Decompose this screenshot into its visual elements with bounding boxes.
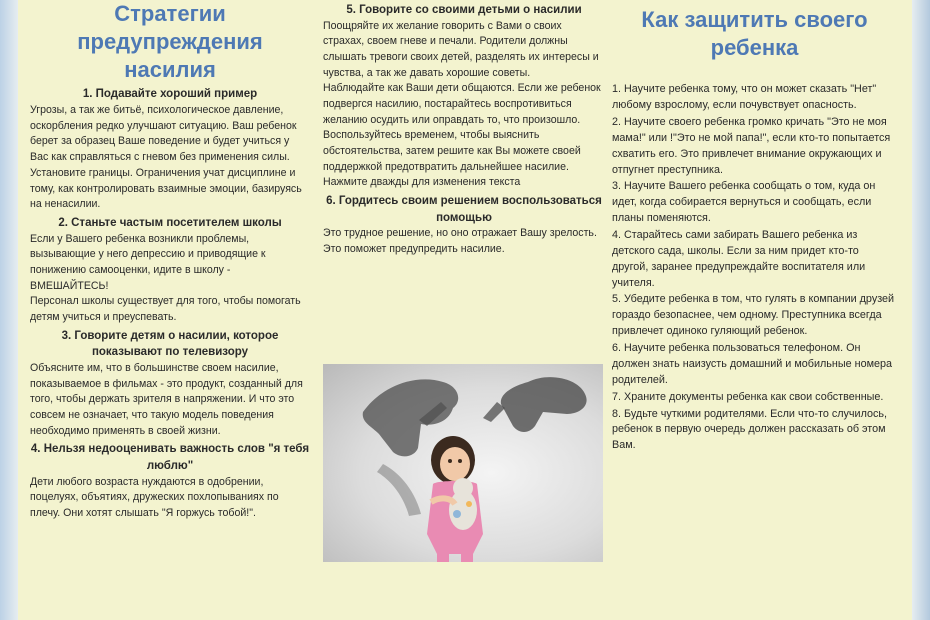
left-page-edge (0, 0, 18, 620)
protect-list-item: 1. Научите ребенка тому, что он может сказать "Нет" любому взрослому, если почувствует опасность. (612, 83, 877, 112)
section-paragraph: Нажмите дважды для изменения текста (323, 176, 521, 189)
child-face (440, 447, 470, 481)
protect-list-item: 3. Научите Вашего ребенка сообщать о том, куда он идет, когда собирается вернуться и сообщать, если планы поменяются. (612, 180, 876, 225)
protect-list-item: 7. Храните документы ребенка как свои собственные. (612, 390, 884, 403)
protect-title: Как защитить своего ребенка (641, 7, 868, 61)
protect-list-item: 4. Старайтесь сами забирать Вашего ребенка из детского сада, школы. Если за ним придет кто-то другой, заранее предупреждайте воспитателя или учителя. (612, 229, 866, 289)
section-paragraph: Если у Вашего ребенка возникли проблемы, вызывающие у него депрессию и приводящие к понижению самооценки, идите в школу - ВМЕШАЙТЕСЬ! (30, 232, 266, 292)
protect-list-item: 2. Научите своего ребенка громко кричать "Это не моя мама!" или !"Это не мой папа!", если кто-то попытается схватить его. Это привлечет внимание окружающих и отпугнет преступника. (612, 116, 891, 176)
section-heading: 3. Говорите детям о насилии, которое показывают по телевизору (61, 329, 279, 359)
section-paragraph: Поощряйте их желание говорить с Вами о своих страхах, своем гневе и печали. Родители должны слышать тревоги своих детей, разделять их интересы и чувства, а так же давать хорошие советы. (323, 19, 599, 79)
section-paragraph: Персонал школы существует для того, чтобы помогать детям учиться и преуспевать. (30, 295, 301, 323)
protect-list (612, 82, 897, 454)
column-strategies (30, 0, 310, 522)
column-protect (612, 0, 897, 455)
section-heading: 5. Говорите со своими детьми о насилии (346, 4, 582, 16)
column-talk (323, 0, 605, 258)
section-paragraph: Воспользуйтесь временем, чтобы выяснить обстоятельства, затем решите как Вы можете своей поддержкой предотвратить дальнейшее насилие. (323, 129, 581, 173)
right-page-edge (912, 0, 930, 620)
protect-list-item: 6. Научите ребенка пользоваться телефоном. Он должен знать наизусть домашний и мобильные номера родителей. (612, 342, 893, 386)
section-paragraph: Объясните им, что в большинстве своем насилие, показываемое в фильмах - это продукт, созданный для того, чтобы держать зрителя в напряжении. И что это совсем не означает, что такую модель поведения необходимо применять в своей жизни. (30, 361, 303, 437)
protect-list-item: 5. Убедите ребенка в том, что гулять в компании друзей гораздо безопаснее, чем одному. Преступника всегда привлечет одиноко гуляющий ребенок. (612, 293, 895, 338)
strategies-title: Стратегии предупреждения насилия (77, 1, 263, 83)
photo-illustration (323, 364, 603, 562)
section-paragraph: Угрозы, а так же битьё, психологическое давление, оскорбления редко улучшают ситуацию. Ваш ребенок берет за образец Ваше поведение и будет учиться у Вас как справляться с гневом без применения силы. Установите границы. Ограничения учат дисциплине и тому, как контролировать взаимные эмоции, базируясь на ненасилии. (30, 104, 302, 211)
section-paragraph: Это трудное решение, но оно отражает Вашу зрелость. Это поможет предупредить насилие. (323, 227, 597, 256)
section-heading: 6. Гордитесь своим решением воспользоваться помощью (326, 195, 602, 224)
section-heading: 1. Подавайте хороший пример (82, 88, 258, 101)
section-paragraph: Дети любого возраста нуждаются в одобрении, поцелуях, объятиях, дружеских похлопываниях по плечу. Они хотят слышать "Я горжусь тобой!". (30, 475, 279, 519)
section-heading: 2. Станьте частым посетителем школы (58, 216, 282, 229)
child-with-shadow-hands-photo (323, 364, 603, 562)
strategies-sections (30, 86, 310, 521)
section-heading: 4. Нельзя недооценивать важность слов "я тебя люблю" (30, 443, 310, 472)
talk-sections (323, 2, 605, 258)
section-paragraph: Наблюдайте как Ваши дети общаются. Если же ребенок подвергся насилию, постарайтесь воспротивиться желанию осудить или оправдать то, что произошло. (323, 82, 601, 126)
shadow-hand-right (501, 377, 587, 432)
shadow-arm (377, 464, 421, 516)
protect-list-item: 8. Будьте чуткими родителями. Если что-то случилось, ребенок в первую очередь должен рассказать об этом Вам. (612, 407, 888, 452)
